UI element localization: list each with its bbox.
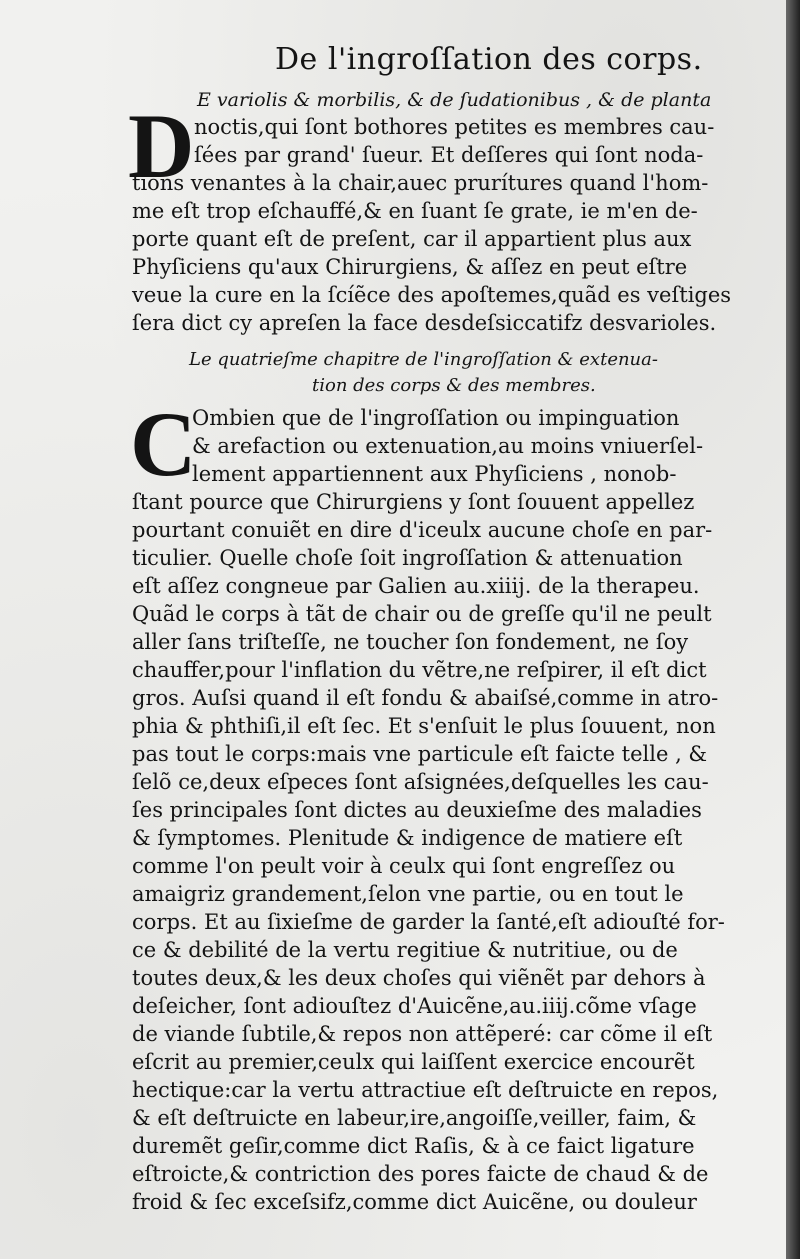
running-header: De l'ingroſſation des corps.	[275, 42, 703, 77]
text-line: Ombien que de l'ingroſſation ou impinguation	[192, 406, 680, 430]
text-line: froid & ſec exceſsifz,comme dict Auicẽne, ou douleur	[132, 1190, 697, 1214]
text-line: E variolis & morbilis, & de ſudationibus , & de planta	[197, 89, 712, 111]
text-line: toutes deux,& les deux choſes qui viẽnẽt par dehors à	[132, 966, 706, 990]
text-line: ſelõ ce,deux eſpeces ſont aſsignées,deſquelles les cau-	[132, 770, 709, 794]
text-line: pourtant conuiẽt en dire d'iceulx aucune choſe en par-	[132, 518, 713, 542]
text-line: eſcrit au premier,ceulx qui laiſſent exercice encourẽt	[132, 1050, 695, 1074]
text-line: tions venantes à la chair,auec prurítures quand l'hom-	[132, 171, 709, 195]
chapter-heading-line: Le quatrieſme chapitre de l'ingroſſation & extenua-	[189, 349, 658, 370]
text-line: de viande ſubtile,& repos non attẽperé: car cõme il eſt	[132, 1022, 713, 1046]
drop-cap-initial-c: C	[130, 393, 197, 495]
text-line: veue la cure en la ſcíẽce des apoſtemes,quãd es veſtiges	[132, 283, 732, 307]
text-line: deſeicher, ſont adiouſtez d'Auicẽne,au.iiij.cõme vſage	[132, 994, 697, 1018]
text-line: corps. Et au ſixieſme de garder la ſanté,eſt adiouſté for-	[132, 910, 725, 934]
drop-cap-initial-d: D	[128, 95, 195, 197]
text-line: ſées par grand' ſueur. Et deſſeres qui ſont noda-	[194, 143, 704, 167]
text-line: duremẽt geſir,comme dict Raſis, & à ce faict ligature	[132, 1134, 695, 1158]
text-line: hectique:car la vertu attractiue eſt deſtruicte en repos,	[132, 1078, 719, 1102]
page-edge-shadow	[786, 0, 800, 1259]
text-line: eſt aſſez congneue par Galien au.xiiij. de la therapeu.	[132, 574, 700, 598]
text-line: pas tout le corps:mais vne particule eſt faicte telle , &	[132, 742, 708, 766]
text-line: Quãd le corps à tãt de chair ou de greſſe qu'il ne peult	[132, 602, 712, 626]
text-line: eſtroicte,& contriction des pores faicte de chaud & de	[132, 1162, 709, 1186]
text-line: amaigriz grandement,ſelon vne partie, ou en tout le	[132, 882, 684, 906]
text-line: aller ſans triſteſſe, ne toucher ſon fondement, ne ſoy	[132, 630, 689, 654]
text-line: & ſymptomes. Plenitude & indigence de matiere eſt	[132, 826, 683, 850]
text-line: ticulier. Quelle choſe ſoit ingroſſation & attenuation	[132, 546, 683, 570]
text-line: chauffer,pour l'inflation du vẽtre,ne reſpirer, il eſt dict	[132, 658, 707, 682]
text-line: ſera dict cy apreſen la face desdeſsiccatifz desvarioles.	[132, 311, 717, 335]
text-line: gros. Auſsi quand il eſt fondu & abaiſsé,comme in atro-	[132, 686, 719, 710]
text-line: & arefaction ou extenuation,au moins vniuerſel-	[192, 434, 704, 458]
text-line: porte quant eſt de preſent, car il appartient plus aux	[132, 227, 692, 251]
text-line: comme l'on peult voir à ceulx qui ſont engreſſez ou	[132, 854, 676, 878]
text-line: noctis,qui ſont bothores petites es membres cau-	[194, 115, 715, 139]
text-line: & eſt deſtruicte en labeur,ire,angoiſſe,veiller, faim, &	[132, 1106, 697, 1130]
text-line: me eſt trop eſchauffé,& en ſuant ſe grate, ie m'en de-	[132, 199, 698, 223]
text-line: ce & debilité de la vertu regitiue & nutritiue, ou de	[132, 938, 678, 962]
text-line: phia & phthiſi,il eſt ſec. Et s'enſuit le plus ſouuent, non	[132, 714, 716, 738]
text-line: ſtant pource que Chirurgiens y ſont ſouuent appellez	[132, 490, 695, 514]
text-line: Phyſiciens qu'aux Chirurgiens, & aſſez en peut eſtre	[132, 255, 688, 279]
text-line: ſes principales ſont dictes au deuxieſme des maladies	[132, 798, 702, 822]
chapter-heading-line: tion des corps & des membres.	[312, 375, 596, 396]
text-line: lement appartiennent aux Phyſiciens , nonob-	[192, 462, 677, 486]
